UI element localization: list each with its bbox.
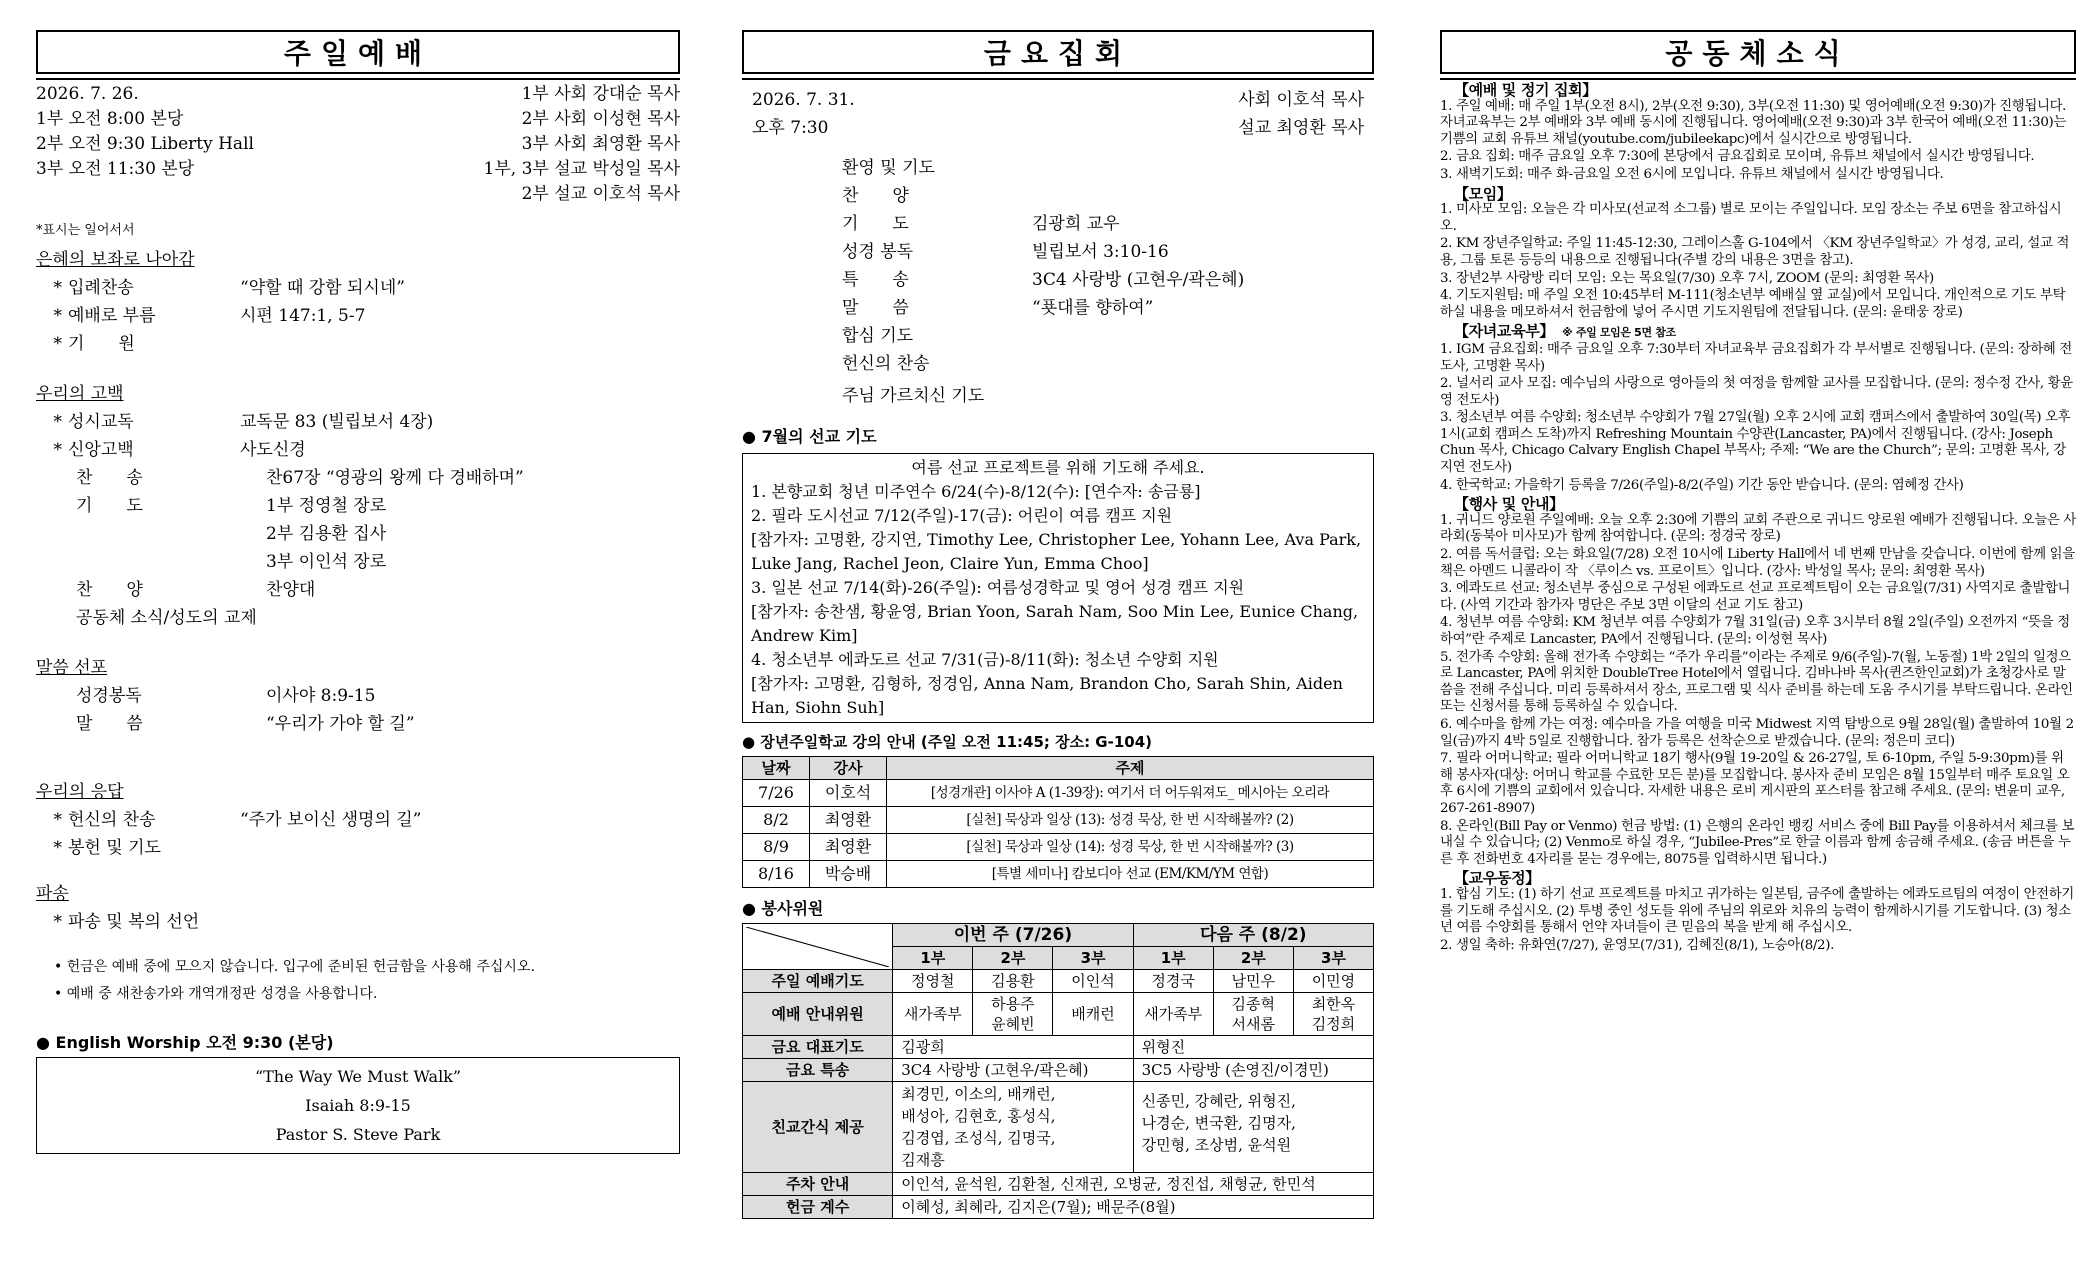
news-item: 6. 예수마을 함께 가는 여정: 예수마을 가을 여행을 미국 Midwest 지역 탐방으로 9월 28일(월) 출발하여 10월 2일(금)까지 4박 5일로 진행합니다. 참가 등록은 선착순으로 받겠습니다. (문의: 정은미 코디): [1440, 716, 2074, 749]
mission-box: 여름 선교 프로젝트를 위해 기도해 주세요. 1. 본향교회 청년 미주연수 6/24(수)-8/12(수): [연수자: 송금룡] 2. 필라 도시선교 7/12(주일)-17(금): 어린이 여름 캠프 지원 [참가자: 고명환, 강지연, Timothy Lee, Christopher Lee, Yohann Lee, Ava Park, Luke Jang, Rachel Jeon, Claire Yun, Emma Choo] 3. 일본 선교 7/14(화)-26(주일): 여름성경학교 및 영어 성경 캠프 지원 [참가자: 송찬샘, 황윤영, Brian Yoon, Sarah Nam, Soo Min Lee, Eunice Chang, Andrew Kim] 4. 청소년부 에콰도르 선교 7/31(금)-8/11(화): 청소년 수양회 지원 [참가자: 고명환, 김형하, 정경임, Anna Nam, Brandon Cho, Sarah Shin, Aiden Han, Siohn Suh]: [742, 453, 1374, 723]
vol-sub-header: 2부: [1213, 947, 1293, 970]
vol-cell: 이인석: [1053, 970, 1133, 993]
mission-heading: ● 7월의 선교 기도: [742, 427, 877, 446]
worship-notes: • 헌금은 예배 중에 모으지 않습니다. 입구에 준비된 헌금함을 사용해 주십시오. • 예배 중 새찬송가와 개역개정판 성경을 사용합니다.: [54, 959, 535, 1002]
order-item: [36, 274, 680, 302]
order-item: [36, 710, 680, 738]
vol-sub-header: 1부: [893, 947, 973, 970]
program-item-name: 합심 기도: [842, 326, 914, 346]
lecture-cell: 8/16: [743, 861, 810, 888]
vol-row: [743, 1082, 1374, 1173]
order-item: [36, 492, 680, 520]
lecture-row: [743, 861, 1374, 888]
friday-host: 사회 이호석 목사: [1238, 90, 1364, 110]
order-item: [36, 408, 680, 436]
community-news-column: [1440, 30, 2076, 955]
news-item: 5. 전가족 수양회: 올해 전가족 수양회는 “주가 우리를”이라는 주제로 9/6(주일)-7(월, 노동절) 1박 2일의 일정으로 Lancaster, PA에 위치한 DoubleTree Hotel에서 열립니다. 김바나바 목사(퀸즈한인교회)가 초청강사로 말씀을 전해 주십니다. 미리 등록하셔서 장소, 프로그램 및 식사 준비를 하는데 도움 주시기를 부탁드립니다. 온라인 또는 신청서를 통해 등록하실 수 있습니다.: [1440, 649, 2073, 715]
worship-order: [36, 246, 680, 936]
news-heading-note: ※ 주일 모임은 5면 참조: [1562, 326, 1676, 340]
program-item-name: 특 송: [842, 270, 909, 290]
vol-cell-next: 위형진: [1133, 1036, 1373, 1059]
order-item: [36, 576, 680, 604]
news-heading: [1440, 323, 2076, 342]
vol-cell: 최한옥 김정희: [1293, 993, 1373, 1036]
news-heading-text: 【행사 및 안내】: [1454, 495, 1564, 514]
section-heading: 우리의 고백: [36, 384, 124, 404]
news-item: 1. 귀니드 양로원 주일예배: 오늘 오후 2:30에 기쁨의 교회 주관으로 귀니드 양로원 예배가 진행됩니다. 오늘은 사라회(동북아 미사모)가 함께 참여합니다. (문의: 정경국 장로): [1440, 512, 2076, 545]
star-mark: *: [53, 440, 62, 460]
vol-cell: 정영철: [893, 970, 973, 993]
program-item-name: 성경 봉독: [842, 242, 914, 262]
order-item-value: [257, 604, 680, 632]
lecture-heading: ● 장년주일학교 강의 안내 (주일 오전 11:45; 장소: G-104): [742, 733, 1153, 751]
vol-sub-header: 1부: [1133, 947, 1213, 970]
sunday-leaders: 1부 사회 강대순 목사 2부 사회 이성현 목사 3부 사회 최영환 목사 1부, 3부 설교 박성일 목사 2부 설교 이호석 목사: [483, 84, 680, 204]
community-news: [1440, 82, 2076, 954]
order-item-value: [240, 908, 680, 936]
program-item-value: 3C4 사랑방 (고현우/곽은혜): [1032, 270, 1245, 290]
news-item: 8. 온라인(Bill Pay or Venmo) 헌금 방법: (1) 은행의 온라인 뱅킹 서비스 중에 Bill Pay를 이용하셔서 체크를 보내실 수 있습니다; (2) Venmo로 하실 경우, “Jubilee-Pres”로 한글 이름과 함께 송금해 주세요. (송금 버튼을 누른 후 전화번호 4자리를 묻는 경우에는, 8075를 입력하시면 됩니다.): [1440, 818, 2075, 867]
order-item-value: 시편 147:1, 5-7: [240, 306, 366, 326]
order-item-name: 성경봉독: [76, 686, 142, 706]
star-mark: [36, 576, 68, 604]
vol-cell-this: 김광희: [893, 1036, 1133, 1059]
star-mark: *: [53, 412, 62, 432]
star-mark: [36, 548, 68, 576]
news-item: 2. KM 장년주일학교: 주일 11:45-12:30, 그레이스홀 G-104에서 〈KM 장년주일학교〉가 성경, 교리, 설교 적용, 그룹 토론 등등의 내용으로 진행됩니다(주별 강의 내용은 3면을 참고).: [1440, 236, 2070, 268]
program-item-name: 주님 가르치신 기도: [842, 386, 985, 406]
lecture-cell: [성경개관] 이사야 A (1-39장): 여기서 더 어두워져도_ 메시아는 오리라: [887, 780, 1374, 807]
volunteer-corner: [743, 924, 893, 970]
order-item-value: 사도신경: [240, 440, 306, 460]
order-item: [36, 806, 680, 834]
lecture-cell: [실천] 묵상과 일상 (14): 성경 묵상, 한 번 시작해볼까? (3): [887, 834, 1374, 861]
friday-title: 금요집회: [742, 30, 1374, 74]
order-item-value: 이사야 8:9-15: [266, 686, 376, 706]
lecture-header: 날짜: [743, 757, 810, 780]
news-item: 1. IGM 금요집회: 매주 금요일 오후 7:30부터 자녀교육부 금요집회가 각 부서별로 진행됩니다. (문의: 장하혜 전도사, 고명환 목사): [1440, 341, 2073, 374]
order-item-name: 파송 및 복의 선언: [68, 912, 200, 932]
program-item-name: 헌신의 찬송: [842, 354, 930, 374]
friday-gathering-column: [742, 30, 1374, 1219]
vol-sub-header: 3부: [1053, 947, 1133, 970]
vol-cell-next: 3C5 사랑방 (손영진/이경민): [1133, 1059, 1373, 1082]
vol-cell: 배캐런: [1053, 993, 1133, 1036]
news-item: 4. 기도지원팀: 매 주일 오전 10:45부터 M-111(청소년부 예배실 옆 교실)에서 모입니다. 개인적으로 기도 부탁하실 내용을 메모하셔서 헌금함에 넣어 주시면 기도지원팀에 전달됩니다. (문의: 윤태웅 장로): [1440, 288, 2066, 320]
news-item: 3. 청소년부 여름 수양회: 청소년부 수양회가 7월 27일(월) 오후 2시에 교회 캠퍼스에서 출발하여 30일(목) 오후 1시(교회 캠퍼스 도착)까지 Refreshing Mountain 수양관(Lancaster, PA)에서 진행됩니다. (강사: Joseph Chun 목사, Chicago Calvary English Chapel 부목사; 주제: “We are the Church”; 문의: 고명환 목사, 강지연 전도사): [1440, 410, 2071, 476]
star-mark: *: [53, 306, 62, 326]
vol-cell-this: 최경민, 이소의, 배캐런, 배성아, 김현호, 홍성식, 김경엽, 조성식, 김명국, 김재흥: [893, 1082, 1133, 1173]
order-item-name: 찬 송: [76, 468, 143, 488]
vol-cell-all: 이혜성, 최혜라, 김지은(7월); 배문주(8월): [893, 1196, 1374, 1219]
order-item-name: 신앙고백: [68, 440, 134, 460]
star-mark: *: [53, 912, 62, 932]
lecture-cell: 박승배: [810, 861, 887, 888]
order-item: [36, 908, 680, 936]
vol-sub-header: 2부: [973, 947, 1053, 970]
news-item: 2. 여름 독서클럽: 오는 화요일(7/28) 오전 10시에 Liberty Hall에서 네 번째 만남을 갖습니다. 이번에 함께 읽을 책은 아멘드 니콜라이 작 〈루이스 vs. 프로이트〉입니다. (강사: 박성일 목사; 문의: 최영환 목사): [1440, 547, 2075, 579]
star-mark: [36, 682, 68, 710]
lecture-cell: 이호석: [810, 780, 887, 807]
order-item-value: 찬67장 “영광의 왕께 다 경배하며”: [266, 468, 524, 488]
order-item-value: 교독문 83 (빌립보서 4장): [240, 412, 434, 432]
lecture-cell: 7/26: [743, 780, 810, 807]
order-item-name: [68, 520, 266, 548]
friday-date: 2026. 7. 31.: [752, 90, 855, 110]
program-item-value: 김광희 교우: [1032, 214, 1120, 234]
order-item-name: 말 씀: [76, 714, 143, 734]
lecture-table: [742, 756, 1374, 888]
star-mark: [36, 464, 68, 492]
order-item-value: “우리가 가야 할 길”: [266, 714, 415, 734]
program-item: [842, 210, 1374, 238]
lecture-cell: 8/9: [743, 834, 810, 861]
vol-row: [743, 1196, 1374, 1219]
english-worship-heading: ● English Worship 오전 9:30 (본당): [36, 1033, 334, 1052]
vol-cell: 새가족부: [893, 993, 973, 1036]
order-item-name: 기 원: [68, 334, 135, 354]
news-item: 4. 청년부 여름 수양회: KM 청년부 여름 수양회가 7월 31일(금) 오후 3시부터 8월 2일(주일) 오전까지 “뜻을 정하여”란 주제로 Lancaster, PA에서 진행됩니다. (문의: 이성현 목사): [1440, 615, 2070, 647]
order-item: [36, 302, 680, 330]
vol-this-week: 이번 주 (7/26): [893, 924, 1133, 947]
vol-row-label: 헌금 계수: [743, 1196, 893, 1219]
news-item: 3. 새벽기도회: 매주 화-금요일 오전 6시에 모입니다. 유튜브 채널에서 실시간 방영됩니다.: [1440, 166, 1944, 182]
star-mark: [36, 710, 68, 738]
order-item: [36, 330, 680, 358]
vol-cell: 이민영: [1293, 970, 1373, 993]
vol-cell-this: 3C4 사랑방 (고현우/곽은혜): [893, 1059, 1133, 1082]
section-heading: 우리의 응답: [36, 782, 124, 802]
star-mark: [36, 492, 68, 520]
vol-row: [743, 1059, 1374, 1082]
news-heading: [1440, 496, 2076, 513]
order-item-value: 1부 정영철 장로: [266, 496, 387, 516]
vol-cell: 하용주 윤혜빈: [973, 993, 1053, 1036]
vol-row-label: 주일 예배기도: [743, 970, 893, 993]
order-item: [36, 520, 680, 548]
sunday-header: [36, 82, 680, 207]
vol-row-label: 금요 대표기도: [743, 1036, 893, 1059]
program-item: [842, 238, 1374, 266]
vol-cell-next: 신종민, 강혜란, 위형진, 나경순, 변국환, 김명자, 강민형, 조상범, 윤석원: [1133, 1082, 1373, 1173]
vol-cell: 정경국: [1133, 970, 1213, 993]
vol-row-label: 주차 안내: [743, 1173, 893, 1196]
order-item-name: 입례찬송: [68, 278, 134, 298]
order-item-name: [68, 548, 266, 576]
star-mark: *: [53, 810, 62, 830]
section-heading: 말씀 선포: [36, 658, 108, 678]
news-item: 2. 금요 집회: 매주 금요일 오후 7:30에 본당에서 금요집회로 모이며, 유튜브 채널에서 실시간 방영됩니다.: [1440, 149, 2035, 165]
vol-cell: 김용환: [973, 970, 1053, 993]
program-item: [842, 182, 1374, 210]
program-item-name: 찬 양: [842, 186, 909, 206]
lecture-cell: 최영환: [810, 807, 887, 834]
program-item-value: “푯대를 향하여”: [1032, 298, 1154, 318]
volunteer-table: [742, 923, 1374, 1219]
vol-cell-all: 이인석, 윤석원, 김환철, 신재권, 오병균, 정진섭, 채형균, 한민석: [893, 1173, 1374, 1196]
vol-row-label: 예배 안내위원: [743, 993, 893, 1036]
vol-row: [743, 970, 1374, 993]
order-item-value: 3부 이인석 장로: [266, 552, 387, 572]
news-heading-text: 【교우동정】: [1454, 869, 1540, 888]
vol-next-week: 다음 주 (8/2): [1133, 924, 1373, 947]
star-mark: *: [53, 334, 62, 354]
program-item-value: 빌립보서 3:10-16: [1032, 242, 1169, 262]
order-item-value: 찬양대: [266, 580, 316, 600]
news-item: 2. 생일 축하: 유화연(7/27), 윤영모(7/31), 김혜진(8/1), 노승아(8/2).: [1440, 937, 1835, 953]
program-item: [842, 350, 1374, 378]
lecture-cell: 최영환: [810, 834, 887, 861]
program-item: [842, 154, 1374, 182]
order-item-value: “약할 때 강함 되시네”: [240, 278, 405, 298]
lecture-row: [743, 780, 1374, 807]
lecture-header: 강사: [810, 757, 887, 780]
vol-sub-header: 3부: [1293, 947, 1373, 970]
order-item: [36, 548, 680, 576]
order-item: [36, 464, 680, 492]
lecture-row: [743, 834, 1374, 861]
vol-cell: 새가족부: [1133, 993, 1213, 1036]
program-item-name: 환영 및 기도: [842, 158, 935, 178]
news-heading: [1440, 186, 2076, 203]
vol-row-label: 금요 특송: [743, 1059, 893, 1082]
vol-row-label: 친교간식 제공: [743, 1082, 893, 1173]
sunday-title: 주일예배: [36, 30, 680, 74]
star-mark: *: [53, 278, 62, 298]
english-worship-box: “The Way We Must Walk” Isaiah 8:9-15 Pastor S. Steve Park: [36, 1057, 680, 1154]
program-item-name: 말 씀: [842, 298, 909, 318]
order-item: [36, 682, 680, 710]
star-mark: [36, 604, 68, 632]
lecture-header: 주제: [887, 757, 1374, 780]
sunday-date: 2026. 7. 26.: [36, 84, 139, 104]
news-item: 7. 필라 어머니학교: 필라 어머니학교 18기 행사(9월 19-20일 & 26-27일, 토 6-10pm, 주일 5-9:30pm)를 위해 봉사자(대상: 어머니 학교를 수료한 모든 분)를 모집합니다. 봉사자 준비 모임은 8월 15일부터 매주 토요일 오후 6시에 기쁨의 교회에서 있습니다. 자세한 내용은 로비 게시판의 포스터를 참고해 주세요. (문의: 변윤미 교우, 267-261-8907): [1440, 751, 2070, 816]
news-heading: [1440, 870, 2076, 887]
friday-header: [742, 86, 1374, 142]
section-heading: 파송: [36, 884, 69, 904]
program-item: [842, 266, 1374, 294]
order-item-name: 찬 양: [76, 580, 143, 600]
news-item: 2. 널서리 교사 모집: 예수님의 사랑으로 영아들의 첫 여정을 함께할 교사를 모집합니다. (문의: 정수정 간사, 황윤영 전도사): [1440, 376, 2073, 408]
lecture-cell: [실천] 묵상과 일상 (13): 성경 묵상, 한 번 시작해볼까? (2): [887, 807, 1374, 834]
order-item-name: 성시교독: [68, 412, 134, 432]
order-item-name: 예배로 부름: [68, 306, 156, 326]
news-item: 3. 에콰도르 선교: 청소년부 중심으로 구성된 에콰도르 선교 프로젝트팀이 오는 금요일(7/31) 사역지로 출발합니다. (사역 기간과 참가자 명단은 주보 3면 이달의 선교 기도 참고): [1440, 581, 2071, 613]
vol-cell: 남민우: [1213, 970, 1293, 993]
order-item-name: 헌신의 찬송: [68, 810, 156, 830]
order-item-value: “주가 보이신 생명의 길”: [240, 810, 422, 830]
program-item: [842, 294, 1374, 322]
star-note: *표시는 일어서서: [36, 223, 135, 238]
order-item-name: 기 도: [76, 496, 143, 516]
lecture-cell: [특별 세미나] 캄보디아 선교 (EM/KM/YM 연합): [887, 861, 1374, 888]
order-item-name: 공동체 소식/성도의 교제: [76, 608, 257, 628]
sunday-times: 2026. 7. 26. 1부 오전 8:00 본당 2부 오전 9:30 Liberty Hall 3부 오전 11:30 본당: [36, 84, 254, 179]
community-title: 공동체소식: [1440, 30, 2076, 74]
order-item: [36, 834, 680, 862]
order-item-value: [240, 330, 680, 358]
order-item-value: 2부 김용환 집사: [266, 524, 387, 544]
news-item: 3. 장년2부 사랑방 리더 모임: 오는 목요일(7/30) 오후 7시, ZOOM (문의: 최영환 목사): [1440, 270, 1934, 286]
news-heading-text: 【모임】: [1454, 184, 1512, 203]
news-heading-text: 【예배 및 정기 집회】: [1454, 81, 1597, 99]
vol-row: [743, 1036, 1374, 1059]
vol-cell: 김종혁 서새롬: [1213, 993, 1293, 1036]
vol-row: [743, 993, 1374, 1036]
order-item-name: 봉헌 및 기도: [68, 838, 161, 858]
news-heading-text: 【자녀교육부】: [1454, 322, 1555, 341]
news-item: 4. 한국학교: 가을학기 등록을 7/26(주일)-8/2(주일) 기간 동안 받습니다. (문의: 염혜정 간사): [1440, 477, 1964, 493]
section-heading: 은혜의 보좌로 나아감: [36, 250, 195, 270]
volunteer-heading: ● 봉사위원: [742, 899, 824, 918]
friday-preacher: 설교 최영환 목사: [1238, 118, 1364, 138]
news-heading: [1440, 82, 2076, 99]
star-mark: *: [53, 838, 62, 858]
order-item-value: [240, 834, 680, 862]
news-item: 1. 주일 예배: 매 주일 1부(오전 8시), 2부(오전 9:30), 3부(오전 11:30) 및 영어예배(오전 9:30)가 진행됩니다. 자녀교육부는 2부 예배와 3부 예배 동시에 진행됩니다. 영어예배(오전 9:30)과 3부 한국어 예배(오전 11:30)는 기쁨의 교회 유튜브 채널(youtube.com/jubileekapc)에서 실시간으로 방영됩니다.: [1440, 98, 2067, 147]
sunday-worship-column: [36, 30, 680, 1154]
order-item: [36, 604, 680, 632]
order-item: [36, 436, 680, 464]
friday-time: 오후 7:30: [752, 118, 829, 138]
friday-program: [842, 154, 1374, 410]
news-item: 1. 미사모 모임: 오늘은 각 미사모(선교적 소그룹) 별로 모이는 주일입니다. 모임 장소는 주보 6면을 참고하십시오.: [1440, 202, 2062, 234]
program-item-name: 기 도: [842, 214, 909, 234]
lecture-row: [743, 807, 1374, 834]
news-item: 1. 합심 기도: (1) 하기 선교 프로젝트를 마치고 귀가하는 일본팀, 금주에 출발하는 에콰도르팀의 여정이 안전하기를 기도해 주십시오. (2) 투병 중인 성도들 위에 주님의 위로와 치유의 능력이 함께하시기를 기도합니다. (3) 청소년 여름 수양회를 통해서 언약 자녀들이 큰 믿음의 복을 받게 해 주십시오.: [1440, 886, 2074, 936]
vol-row: [743, 1173, 1374, 1196]
lecture-cell: 8/2: [743, 807, 810, 834]
star-mark: [36, 520, 68, 548]
program-item: [842, 382, 1374, 410]
program-item: [842, 322, 1374, 350]
